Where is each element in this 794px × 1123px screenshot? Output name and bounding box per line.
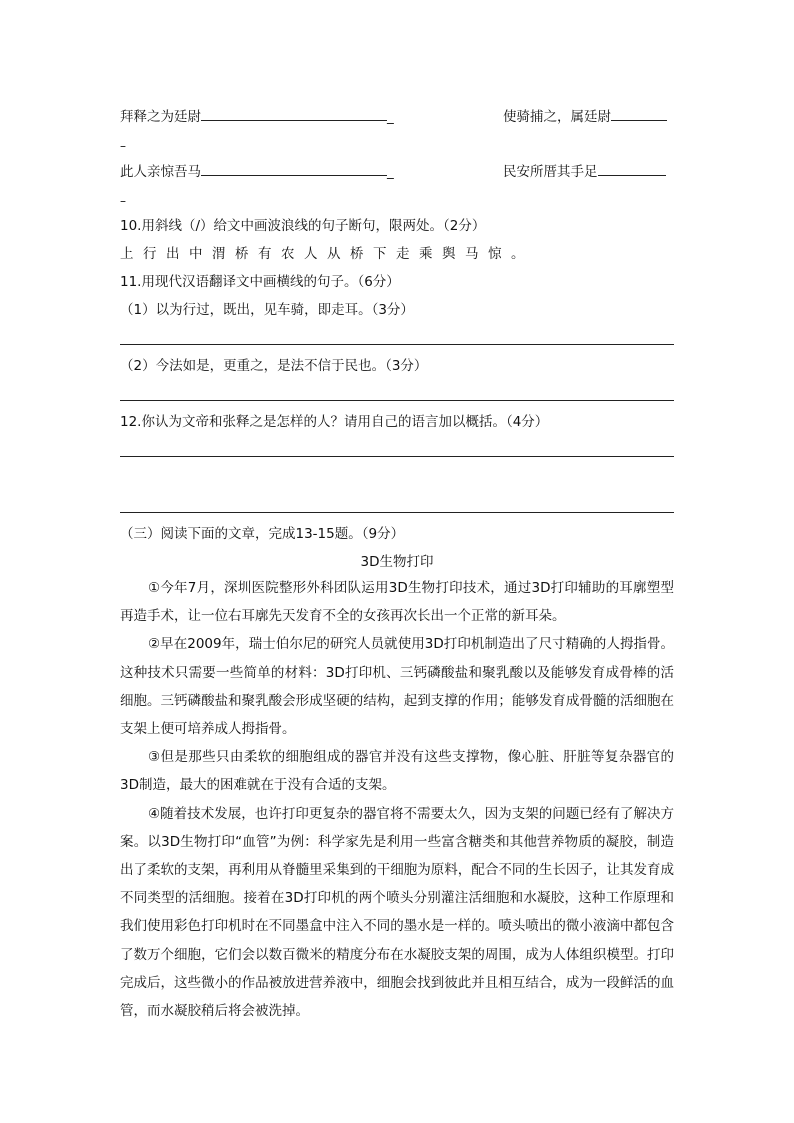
fill-blank[interactable]	[201, 106, 387, 121]
article-paragraph-4: ④随着技术发展，也许打印更复杂的器官将不需要太久，因为支架的问题已经有了解决方案。以3D生物打印“血管”为例：科学家先是利用一些富含糖类和其他营养物质的凝胶，制造出了柔软的支架，再利用从脊髓里采集到的干细胞为原料，配合不同的生长因子，让其发育成不同类型的活细胞。接着在3D打印机的两个喷头分别灌注活细胞和水凝胶，这种工作原理和我们使用彩色打印机时在不同墨盒中注入不同的墨水是一样的。喷头喷出的微小液滴中都包含了数万个细胞，它们会以数百微米的精度分布在水凝胶支架的周围，成为人体组织模型。打印完成后，这些微小的作品被放进营养液中，细胞会找到彼此并且相互结合，成为一段鲜活的血管，而水凝胶稍后将会被洗掉。	[120, 805, 674, 1020]
section-3-header: （三）阅读下面的文章，完成13-15题。（9分）	[120, 526, 405, 542]
fill-blank[interactable]	[598, 161, 666, 176]
article-paragraph-2: ②早在2009年，瑞士伯尔尼的研究人员就使用3D打印机制造出了尺寸精确的人拇指骨。这种技术只需要一些简单的材料：3D打印机、三钙磷酸盐和聚乳酸以及能够发育成骨棒的活细胞。三钙磷酸盐和聚乳酸会形成坚硬的结构，起到支撑的作用；能够发育成骨髓的活细胞在支架上便可培养成人拇指骨。	[120, 636, 674, 738]
answer-line[interactable]	[120, 456, 674, 457]
fill-row-1-right	[503, 106, 667, 126]
article-body	[120, 574, 674, 1025]
tail-mark: _	[387, 164, 394, 180]
wrap-dash: –	[120, 139, 126, 153]
answer-line[interactable]	[120, 512, 674, 513]
fill-blank[interactable]	[611, 106, 667, 121]
fill-blank[interactable]	[201, 161, 387, 176]
fill-row-2-left-text: 此人亲惊吾马	[120, 164, 201, 180]
question-11-prompt: 11.用现代汉语翻译文中画横线的句子。（6分）	[120, 274, 400, 290]
fill-row-2-left	[120, 161, 394, 181]
question-10-sentence: 上行出中渭桥有农人从桥下走乘舆马惊。	[120, 246, 534, 262]
question-12-prompt: 12.你认为文帝和张释之是怎样的人？请用自己的语言加以概括。（4分）	[120, 414, 549, 430]
tail-mark: _	[387, 109, 394, 125]
article-paragraph-3: ③但是那些只由柔软的细胞组成的器官并没有这些支撑物，像心脏、肝脏等复杂器官的3D制造，最大的困难就在于没有合适的支架。	[120, 749, 674, 794]
fill-row-2-right-text: 民安所厝其手足	[503, 164, 598, 180]
article-paragraph-1: ①今年7月，深圳医院整形外科团队运用3D生物打印技术，通过3D打印辅助的耳廓塑型再造手术，让一位右耳廓先天发育不全的女孩再次长出一个正常的新耳朵。	[120, 580, 674, 625]
answer-line[interactable]	[120, 344, 674, 345]
wrap-dash: –	[120, 194, 126, 208]
fill-row-1-left	[120, 106, 394, 126]
question-11-sub-1: （1）以为行过，既出，见车骑，即走耳。（3分）	[120, 302, 414, 318]
question-11-sub-2: （2）今法如是，更重之，是法不信于民也。（3分）	[120, 358, 428, 374]
fill-row-1-right-text: 使骑捕之，属廷尉	[503, 109, 611, 125]
fill-row-2-right	[503, 161, 666, 181]
fill-row-1-left-text: 拜释之为廷尉	[120, 109, 201, 125]
question-10-prompt: 10.用斜线（/）给文中画波浪线的句子断句，限两处。（2分）	[120, 218, 486, 234]
answer-line[interactable]	[120, 400, 674, 401]
article-title: 3D生物打印	[360, 554, 434, 570]
